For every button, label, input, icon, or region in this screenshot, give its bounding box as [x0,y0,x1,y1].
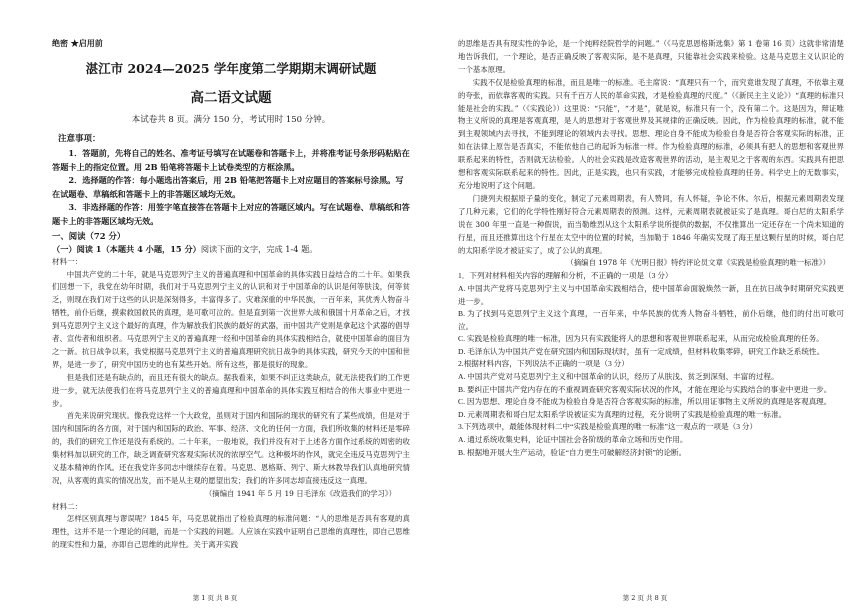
passage-paragraph: 怎样区别真理与谬误呢？1845 年，马克思就指出了检验真理的标准问题：“人的思维是否具有客观的真理性，这并不是一个理论的问题，而是一个实践的问题。人应该在实践中证明自己思维的真理性，即自己思维的现实性和力量，亦即自己思维的此岸性。关于离开实践 [52,514,410,550]
question-option: A. 中国共产党对马克思列宁主义和中国革命的认识，经历了从肤浅、贫乏到深刻、丰富的过程。 [458,372,779,382]
question-option: B. 要纠正中国共产党内存在的不重视调查研究客观实际状况的作风，才能在理论与实践结合的事业中更进一步。 [458,384,832,394]
question-option: A. 中国共产党将马克思列宁主义与中国革命实践相结合，使中国革命面貌焕然一新，且在抗日战争时期研究实践更进一步。 [458,283,844,306]
exam-subtitle: 高二语文试题 [190,90,272,106]
question-option: D. 毛泽东认为中国共产党在研究国内和国际现状时，虽有一定成绩，但材料收集零碎，研究工作缺乏系统性。 [458,346,825,356]
passage-paragraph: 的思维是否具有现实性的争论，是一个纯粹经院哲学的问题。”（《马克思恩格斯选集》第 1 卷第 16 页）这就非常清楚地告诉我们，一个理论，是否正确反映了客观实际，是不是真理，只能靠社会实践来检验。这是马克思主义认识论的一个基本原理。 [458,39,844,74]
reading-head: （一）阅读 1（本题共 4 小题，15 分） [52,244,201,254]
notice-item: 2．选择题的作答：每小题选出答案后，用 2B 铅笔把答题卡上对应题目的答案标号涂黑。写在试题卷、草稿纸和答题卡上的非答题区域均无效。 [52,175,404,199]
question-3: 3.下列选项中，最能体现材料二中“实践是检验真理的唯一标准”这一观点的一项是（3 分） [458,422,758,432]
question-option: A. 通过系统收集史料，论证中国社会各阶级的革命立场和历史作用。 [458,435,688,445]
exam-title: 湛江市 2024—2025 学年度第二学期期末调研试题 [85,61,377,76]
passage-paragraph: 但是我们还是有缺点的，而且还有很大的缺点。据我看来，如果不纠正这类缺点，就无法使我们的工作更进一步，就无法使我们在将马克思列宁主义的普遍真理和中国革命的具体实践互相结合的伟大事业中更进一步。 [52,372,410,408]
question-option: C. 因为思想、理论自身不能成为检验自身是否符合客观实际的标准，所以用证事物主义所说的真理是客观真理。 [458,397,832,407]
section-heading: 一、阅读（72 分） [52,231,126,241]
notice-title: 注意事项： [58,134,101,144]
question-option: D. 元素周期表和哥白尼太阳系学说被证实为真理的过程，充分说明了实践是检验真理的唯一标准。 [458,409,787,419]
right-page [430,0,860,608]
page-footer: 第 2 页 共 8 页 [622,594,668,602]
exam-info: 本试卷共 8 页。满分 150 分，考试用时 150 分钟。 [131,115,331,125]
passage-source: （摘编自 1978 年《光明日报》特约评论员文章《实践是检验真理的唯一标准》） [566,258,830,268]
question-option: B. 根据地开展大生产运动，验证“自力更生可破解经济封锁”的论断。 [458,447,687,457]
question-1: 1．下列对材料相关内容的理解和分析，不正确的一项是（3 分） [458,271,673,281]
material-label: 材料一： [52,257,83,266]
passage-paragraph: 实践不仅是检验真理的标准，而且是唯一的标准。毛主席说：“真理只有一个，而究竟谁发现了真理，不依靠主观的夸张，而依靠客观的实践。只有千百万人民的革命实践，才是检验真理的尺度。”（《新民主主义论》）“真理的标准只能是社会的实践。”（《实践论》）这里说：“只能”，“才是”，就是说，标准只有一个，没有第二个。这是因为，辩证唯物主义所说的真理是客观真理，是人的思想对于客观世界及其规律的正确反映。因此，作为检验真理的标准，就不能到主观领域内去寻找，不能到理论的领域内去寻找。思想、理论自身不能成为检验自身是否符合客观实际的标准，正如在法律上原告是否真实，不能依他自己的起诉为标准一样。作为检验真理的标准，必须具有把人的思想和客观世界联系起来的特性，否则就无法检验。人的社会实践是改造客观世界的活动，是主观见之于客观的东西。实践具有把思想和客观实际联系起来的特性。因此，正是实践，也只有实践，才能够完成检验真理的任务。科学史上的无数事实，充分地说明了这个问题。 [458,77,844,190]
notice-item: 3．非选择题的作答：用签字笔直接答在答题卡上对应的答题区域内。写在试题卷、草稿纸和答题卡上的非答题区域均无效。 [52,202,410,226]
passage-paragraph: 门捷列夫根据原子量的变化，制定了元素周期表，有人赞同，有人怀疑，争论不休。尔后，根据元素周期表发现了几种元素，它们的化学特性刚好符合元素周期表的预测。这样，元素周期表就被证实了是真理。哥白尼的太阳系学说在 300 年里一直是一种假说，而当勒维烈从这个太阳系学说所提供的数据，不仅推算出一定还存在一个尚未知道的行星，而且还推算出这个行星在太空中的位置的时候，当加勒于 1846 年确实发现了海王星这颗行星的时候，哥白尼的太阳系学说才被证实了，成了公认的真理。 [458,193,844,255]
notice-item: 1．答题前，先将自己的姓名、准考证号填写在试题卷和答题卡上，并将准考证号条形码粘贴在答题卡上的指定位置。用 2B 铅笔将答题卡上试卷类型的方框涂黑。 [52,148,410,172]
page-footer: 第 1 页 共 8 页 [192,594,238,602]
passage-paragraph: 首先来说研究现状。像我党这样一个大政党，虽则对于国内和国际的现状的研究有了某些成绩，但是对于国内和国际的各方面，对于国内和国际的政治、军事、经济、文化的任何一方面，我们所收集的材料还是零碎的，我们的研究工作还是没有系统的。二十年来，一般地说，我们并没有对于上述各方面作过系统的周密的收集材料加以研究的工作，缺乏调查研究客观实际状况的浓厚空气。这种极坏的作风，就完全违反马克思列宁主义基本精神的作风。还在我党许多同志中继续存在着。马克思、恩格斯、列宁、斯大林教导我们认真地研究情况，从客观的真实的情况出发，而不是从主观的愿望出发；我们的许多同志却直接违反这一真理。 [52,411,410,485]
reading-heading [52,243,410,256]
reading-instruction: 阅读下面的文字，完成 1-4 题。 [200,244,318,254]
passage-paragraph: 中国共产党的二十年，就是马克思列宁主义的普遍真理和中国革命的具体实践日益结合的二十年。如果我们回想一下，我党在幼年时期，我们对于马克思列宁主义的认识和对于中国革命的认识是何等肤浅，何等贫乏，则现在我们对于这些的认识是深刻得多，丰富得多了。灾难深重的中华民族，一百年来，其优秀人物奋斗牺牲，前仆后继，摸索救国救民的真理，是可歌可泣的。但是直到第一次世界大战和俄国十月革命之后，才找到马克思列宁主义这个最好的真理，作为解放我们民族的最好的武器，而中国共产党则是拿起这个武器的倡导者、宣传者和组织者。马克思列宁主义的普遍真理一经和中国革命的具体实践相结合，就使中国革命的面目为之一新。抗日战争以来，我党根据马克思列宁主义的普遍真理研究抗日战争的具体实践，研究今天的中国和世界，是进一步了，研究中国历史的也有某些开始。所有这些，都是很好的现象。 [52,269,410,369]
confidential-mark: 绝密 ★启用前 [52,38,103,48]
question-option: C. 实践是检验真理的唯一标准，因为只有实践能将人的思想和客观世界联系起来，从而完成检验真理的任务。 [458,334,824,344]
material-label: 材料二： [52,501,83,511]
passage-source: （摘编自 1941 年 5 月 19 日毛泽东《改造我们的学习》） [204,488,396,498]
question-option: B. 为了找到马克思列宁主义这个真理，一百年来，中华民族的优秀人物奋斗牺牲，前仆后继，他们的付出可歌可泣。 [458,309,844,331]
question-2: 2.根据材料内容，下列说法不正确的一项是（3 分） [458,359,629,369]
